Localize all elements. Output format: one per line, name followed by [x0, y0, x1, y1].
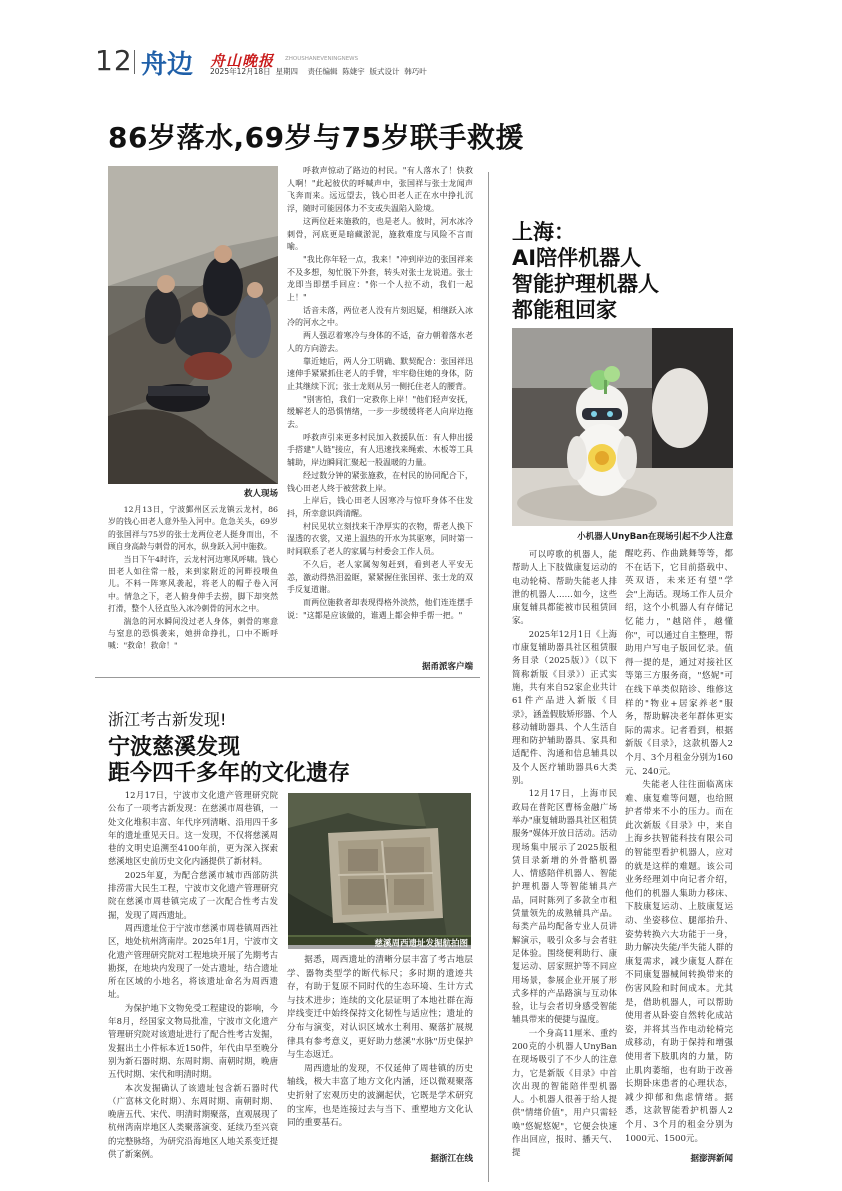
paragraph: 2025年12月1日《上海市康复辅助器具社区租赁服务目录（2025版）》（以下简称新版《目录》）正式实施，共有来自52家企业共计61件产品进入新版《目录》，涵盖假肢矫形器、个人移动辅助器具、个人生活自理和防护辅助器具、家具和适配件、沟通和信息辅具以及个人医疗辅助器具6大类别。 [512, 628, 617, 786]
article3-title-line1: 上海： [512, 220, 575, 244]
article2-column-1 [108, 789, 278, 1161]
column-divider [488, 172, 489, 1182]
paragraph: 据悉，周西遗址的清晰分层丰富了考古地层学、器物类型学的断代标尺；多时期的遗迹共存，有助于复原不同时代的生态环境、生计方式与技术进步；连续的文化层证明了本地社群在海岸线变迁中始终保持文化韧性与适应性；遗址的分布与演变，对认识区域水土利用、聚落扩展规律具有参考意义，更好助力慈溪"水脉"历史保护与生态返迁。 [287, 955, 473, 1061]
date-line: 2025年12月18日 星期四 责任编辑 陈婕宇 版式设计 韩巧叶 [210, 67, 427, 76]
article1-title: 86岁落水,69岁与75岁联手救援 [108, 121, 525, 154]
article2-credit: 据浙江在线 [430, 1154, 473, 1164]
paragraph: 本次发掘确认了该遗址包含新石器时代（广富林文化时期）、东周时期、南朝时期、晚唐五代、宋代、明清时期聚落，直观展现了杭州湾南岸地区人类聚落演变、延续乃至兴衰的完整脉络，为研究沿海地区人地关系变迁提供了新案例。 [108, 1082, 278, 1160]
paragraph: 周西遗址位于宁波市慈溪市周巷镇周西社区，地处杭州湾南岸。2025年1月，宁波市文化遗产管理研究院对工程地块开展了先期考古勘探，在地块内发现了一处古遗址，结合遗址所在区域的小地名，将该遗址命名为周西遗址。 [108, 922, 278, 1000]
article1-credit: 据甬派客户端 [421, 662, 473, 672]
excavation-photo-caption: 慈溪周西遗址发掘航拍图 [288, 937, 471, 949]
paragraph: 2025年夏，为配合慈溪市城市西部防洪排涝雷大民生工程，宁波市文化遗产管理研究院在慈溪市周巷镇完成了一次配合性考古发掘，发现了周西遗址。 [108, 869, 278, 920]
paragraph: 为保护地下文物免受工程建设的影响，今年8月，经国家文物局批准，宁波市文化遗产管理研究院对该遗址进行了配合性考古发掘，发掘出土小件标本近150件，年代由早至晚分别为新石器时期、东周时期、南朝时期，晚唐五代时期、宋代和明清时期。 [108, 1002, 278, 1080]
article3-column-1 [512, 548, 617, 1160]
header-divider [134, 50, 135, 74]
paragraph: 经过数分钟的紧张施救，在村民的协同配合下，钱心田老人终于被营救上岸。 [287, 470, 473, 493]
paragraph: 上岸后，钱心田老人因寒冷与惊吓身体不住发抖，所幸意识尚清醒。 [287, 496, 473, 518]
robot-photo-caption: 小机器人UnyBan在现场引起不少人注意 [577, 532, 733, 542]
paragraph: 12月17日，上海市民政局在普陀区曹杨金融广场举办"康复辅助器具社区租赁服务"媒体开放日活动。活动现场集中展示了2025版租赁目录新增的外骨骼机器人、情感陪伴机器人、智能护理机器人等智能辅具产品，同时陈列了多款全市租赁量领先的成熟辅具产品。每类产品均配备专业人员讲解演示，吸引众多与会者驻足体验。围绕便利助行、康复运动、居家照护等不同应用场景，参展企业开展了形式多样的产品路演与互动体验，让与会者切身感受智能辅具带来的便捷与温度。 [512, 788, 617, 1025]
paragraph: 当日下午4时许，云龙村河边寒风呼啸。钱心田老人如往常一般，来到家附近的河畔投喂鱼儿。不料一阵寒风袭起，将老人的帽子卷入河中。情急之下，老人俯身伸手去捞，脚下却突然打滑，整个人径直坠入冰冷刺骨的河水之中。 [108, 554, 278, 614]
rescue-photo-caption: 救人现场 [243, 489, 278, 499]
paragraph: 不久后，老人家属匆匆赶到，看到老人平安无恙，激动得热泪盈眶，紧紧握住张国祥、张士龙的双手反复道谢。 [287, 559, 473, 595]
paragraph: 呼救声引来更多村民加入救援队伍：有人伸出援手搭建"人链"接应，有人迅速找来绳索、木板等工具辅助，岸边瞬间汇聚起一股温暖的力量。 [287, 432, 473, 468]
article2-kicker: 浙江考古新发现! [108, 710, 227, 729]
paragraph: "我比你年轻一点，我来！"冲到岸边的张国祥来不及多想，匆忙脱下外套，转头对张士龙说道。张士龙即当即摆手回应："你一个人拉不动，我们一起上！" [287, 254, 473, 303]
paragraph: 湍急的河水瞬间没过老人身体，刺骨的寒意与窒息的恐惧袭来，她拼命挣扎，口中不断呼喊："救命！救命！" [108, 616, 278, 651]
paragraph: 失能老人往往面临离床难、康复难等问题，也给照护者带来不小的压力。而在此次新版《目录》中，来自上海乡扶智能科技有限公司的智能型看护机器人，应对的就是这样的难题。该公司业务经理刘中向记者介绍，他们的机器人集助力移床、下肢康复运动、上肢康复运动、坐姿移位、腿部抬升、姿势转换六大功能于一身，助力解决失能/半失能人群的康复需求，减少康复人群在不同康复器械间转换带来的伤害风险和时间成本。尤其是，借助机器人，可以帮助使用者从卧姿自然转化成站姿，并将其当作电动轮椅完成移动，有助于保持和增强使用者下肢肌肉的力量，防止肌肉萎缩，也有助于改善长期卧床患者的心理状态，减少抑郁和焦虑情绪。据悉，这款智能看护机器人2个月、3个月的租金分别为1000元、1500元。 [625, 780, 733, 1144]
section-title: 舟边 [141, 50, 194, 80]
paragraph: 而两位施救者却表现得格外淡然，他们连连摆手说："这都是应该做的，谁遇上都会伸手帮一把。" [287, 597, 473, 620]
excavation-aerial-photo [288, 793, 471, 945]
paragraph: 靠近她后，两人分工明确、默契配合：张国祥迅速伸手紧紧抓住老人的手臂，牢牢稳住她的身体，防止其继续下沉；张士龙则从另一侧托住老人的腰背。 [287, 356, 473, 391]
page-number: 12 [95, 44, 133, 77]
newspaper-logo: 舟山晚报 [210, 52, 275, 70]
article3-column-2 [625, 548, 733, 1146]
rescue-photo [108, 166, 278, 484]
paragraph: 两人强忍着寒冷与身体的不适，奋力朝着落水老人的方向游去。 [287, 331, 473, 353]
paragraph: 村民见状立刻找来干净厚实的衣物，帮老人换下湿透的衣裳，又递上温热的开水为其驱寒，同时第一时间联系了老人的家属与村委会工作人员。 [287, 521, 473, 557]
article1-column-1 [108, 504, 278, 653]
article2-title-line1: 宁波慈溪发现 [108, 735, 241, 760]
article1-column-2 [287, 165, 473, 622]
article3-title-line3: 智能护理机器人 [512, 272, 659, 296]
section-divider [95, 677, 480, 678]
paragraph: 12月17日，宁波市文化遗产管理研究院公布了一项考古新发现：在慈溪市周巷镇，一处文化堆积丰富、年代序列清晰、沿用四千多年的遗址重见天日。这一发现，不仅将慈溪周巷的文明史追溯至4100年前，更为深入探索慈溪地区史前历史文化内涵提供了新材料。 [108, 790, 278, 867]
paragraph: 一个身高11厘米、重约200克的小机器人UnyBan在现场吸引了不少人的注意力，它是新版《目录》中首次出现的智能陪伴型机器人。小机器人很善于给人提供"情绪价值"，用户只需轻唤"悠妮悠妮"，它便会快速作出回应，报时、播天气、提 [512, 1027, 617, 1158]
paragraph: 12月13日，宁波鄞州区云龙镇云龙村，86岁的钱心田老人意外坠入河中。危急关头，69岁的张国祥与75岁的张士龙两位老人挺身而出，不顾自身高龄与刺骨的河水，纵身跃入河中施救。 [108, 505, 278, 552]
article2-title-line2: 距今四千多年的文化遗存 [108, 761, 351, 786]
paragraph: "别害怕，我们一定救你上岸！"他们轻声安抚，缓解老人的恐惧情绪，一步一步缓缓将老人向岸边拖去。 [287, 394, 473, 430]
paragraph: 可以哼歌的机器人，能帮助人上下肢做康复运动的电动轮椅、帮助失能老人排泄的机器人……如今，这些康复辅具都能被市民租赁回家。 [512, 549, 617, 626]
paragraph: 醒吃药、作曲跳舞等等，都不在话下，它目前搭载中、英双语，未来还有望"学会"上海话。现场工作人员介绍，这个小机器人有存储记忆能力，"越陪伴，越懂你"，可以通过自主整理，帮助用户写电子版回忆录。值得一提的是，通过对接社区等第三方服务商，"悠妮"可在线下单类似陪诊、维修这样的"物业+居家养老"服务，帮助解决老年群体更实际的需求。记者看到，根据新版《目录》，这款机器人2个月、3个月租金分别为160元、240元。 [625, 549, 733, 777]
paragraph: 话音未落，两位老人没有片刻迟疑，相继跃入冰冷的河水之中。 [287, 305, 473, 328]
robot-photo [512, 328, 733, 526]
article3-credit: 据澎湃新闻 [690, 1154, 733, 1164]
paragraph: 呼救声惊动了路边的村民。"有人落水了！快救人啊！"此起彼伏的呼喊声中，张国祥与张士龙闻声飞奔而来。远远望去，钱心田老人正在水中挣扎沉浮，随时可能因体力不支或失温陷入险境。 [287, 166, 473, 214]
newspaper-logo-subtext: ZHOUSHANEVENINGNEWS [285, 56, 359, 62]
article3-title-line4: 都能租回家 [512, 298, 617, 322]
article3-title-line2: AI陪伴机器人 [512, 246, 642, 270]
article2-column-2 [287, 954, 473, 1131]
paragraph: 这两位赶来施救的，也是老人。彼时，河水冰冷刺骨，河底更是暗藏淤泥，施救难度与风险不言而喻。 [287, 216, 473, 252]
paragraph: 周西遗址的发现，不仅延伸了周巷镇的历史轴线，极大丰富了地方文化内涵，还以微观聚落史折射了宏观历史的波澜起伏，它既是学术研究的宝库，也是连接过去与当下、重塑地方文化认同的重要基石。 [287, 1063, 473, 1129]
